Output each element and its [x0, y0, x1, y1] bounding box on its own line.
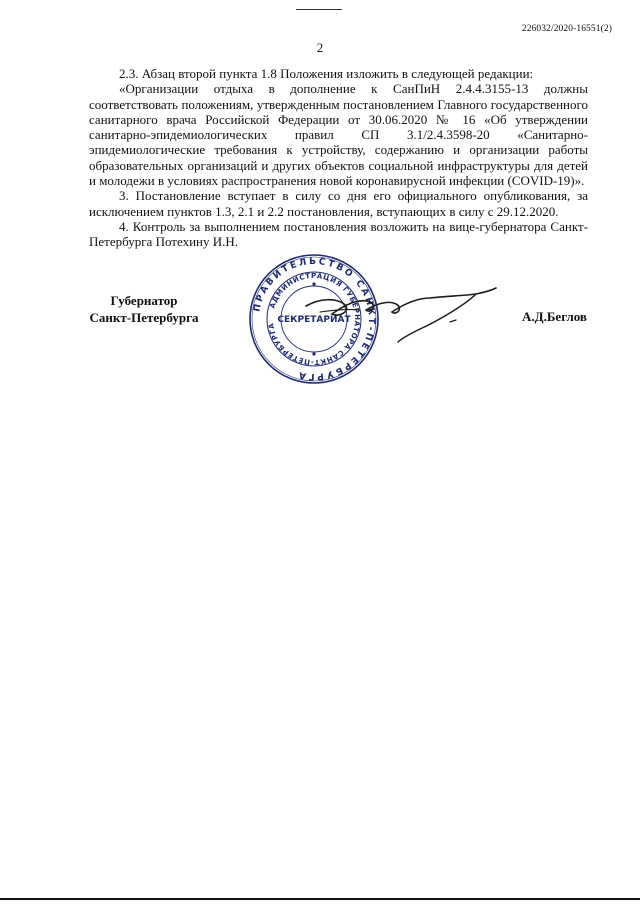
bottom-rule — [0, 898, 640, 900]
top-rule — [296, 9, 342, 10]
document-body — [89, 66, 588, 250]
seal-inner-text: АДМИНИСТРАЦИЯ ГУБЕРНАТОРА САНКТ-ПЕТЕРБУРГА — [267, 271, 362, 367]
document-number: 226032/2020-16551(2) — [521, 24, 612, 34]
paragraph-quote: «Организации отдыха в дополнение к СанПиН 2.4.4.3155-13 должны соответствовать положениям, утвержденным постановлением Главного государственного санитарного врача Российской Федерации от 30.06.2020 № 16 «Об утверждении санитарно-эпидемиологических правил СП 3.1/2.4.3598-20 «Санитарно-эпидемиологические требования к устройству, содержанию и организации работы образовательных организаций и других объектов социальной инфраструктуры для детей и молодежи в условиях распространения новой коронавирусной инфекции (COVID-19)». — [89, 81, 588, 189]
paragraph-3: 3. Постановление вступает в силу со дня его официального опубликования, за исключением пунктов 1.3, 2.1 и 2.2 постановления, вступающих в силу с 29.12.2020. — [89, 188, 588, 219]
signer-title-line2: Санкт-Петербурга — [89, 310, 199, 325]
handwritten-signature-icon — [300, 268, 500, 348]
signer-title-line1: Губернатор — [110, 293, 178, 308]
seal-outer-text: ПРАВИТЕЛЬСТВО САНКТ-ПЕТЕРБУРГА — [252, 256, 377, 382]
signer-name: А.Д.Беглов — [522, 309, 587, 324]
seal-center-text: СЕКРЕТАРИАТ — [277, 315, 351, 325]
signer-title — [89, 292, 199, 326]
paragraph-4: 4. Контроль за выполнением постановления возложить на вице-губернатора Санкт-Петербурга Потехину И.Н. — [89, 218, 588, 250]
signature-block — [0, 250, 640, 390]
page-number: 2 — [316, 40, 324, 55]
paragraph-2-3: 2.3. Абзац второй пункта 1.8 Положения изложить в следующей редакции: — [119, 66, 534, 81]
